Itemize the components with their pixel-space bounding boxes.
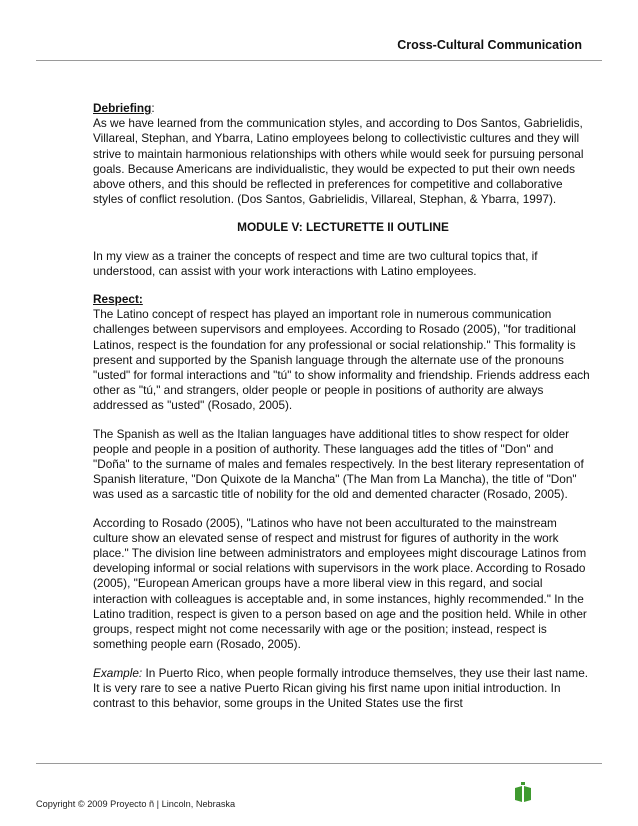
debriefing-section [93,101,593,207]
respect-heading: Respect: [93,292,143,307]
header-title: Cross-Cultural Communication [397,38,582,52]
intro-paragraph: In my view as a trainer the concepts of respect and time are two cultural topics that, if understood, can assist with your work interactions with Latino employees. [93,248,538,278]
document-body [93,101,593,724]
debriefing-body: As we have learned from the communication styles, and according to Dos Santos, Gabrielidis, Villareal, Stephan, and Ybarra, Latino employees belong to collectivistic cultures and they will strive to maintain harmonious relationships with others while would seek for pursuing personal goals. Because Americans are individualistic, they would be expected to put their own needs above others, and this should be reflected in preferences for competitive and collaborative styles of conflict resolution. (Dos Santos, Gabrielidis, Villareal, Stephan, & Ybarra, 1997). [93,116,584,207]
footer-copyright: Copyright © 2009 Proyecto ñ | Lincoln, Nebraska [36,799,236,809]
logo-right-page [524,786,531,802]
logo-top-mark [521,782,525,785]
debriefing-heading: Debriefing [93,101,152,115]
example-paragraph [93,666,593,712]
respect-section [93,292,593,414]
debriefing-colon: : [151,101,155,115]
module-title: MODULE V: LECTURETTE II OUTLINE [237,220,449,235]
example-text: In Puerto Rico, when people formally introduce themselves, they use their last name. It is very rare to see a native Puerto Rican giving his first name upon initial introduction. In contrast to this behavior, some groups in the United States use the first [93,665,589,710]
footer-divider [36,763,602,764]
respect-paragraph-3: According to Rosado (2005), "Latinos who have not been acculturated to the mainstream culture show an elevated sense of respect and mistrust for figures of authority in the work place." The division line between administrators and employees might discourage Latinos from developing informal or social relations with supervisors in the work place. According to Rosado (2005), "European American groups have a more liberal view in this regard, and social interaction with colleagues is acceptable and, in some instances, highly recommended." In the Latino tradition, respect is given to a person based on age and the position held. While in other groups, respect might not come necessarily with age or the position; instead, respect is something people earn (Rosado, 2005). [93,515,587,652]
book-logo-icon [512,782,534,804]
header-divider [36,60,602,61]
logo-left-page [515,786,522,802]
respect-paragraph-2: The Spanish as well as the Italian languages have additional titles to show respect for older people and people in a position of authority. These languages add the titles of "Don" and "Doña" to the surname of males and females respectively. In the best literary representation of Spanish literature, "Don Quixote de la Mancha" (The Man from La Mancha), the title of "Don" was used as a sarcastic title of nobility for the old and demented character (Rosado, 2005). [93,426,584,502]
example-label: Example: [93,665,143,680]
respect-paragraph-1: The Latino concept of respect has played an important role in numerous communication challenges between supervisors and employees. According to Rosado (2005), "for traditional Latinos, respect is the foundation for any professional or social relationship." This formality is present and supported by the Spanish language through the alternate use of the pronouns "usted" for formal interactions and "tú" to show informality and friendship. Friends address each other as "tú," and strangers, older people or people in positions of authority are always addressed as "usted" (Rosado, 2005). [93,307,590,413]
